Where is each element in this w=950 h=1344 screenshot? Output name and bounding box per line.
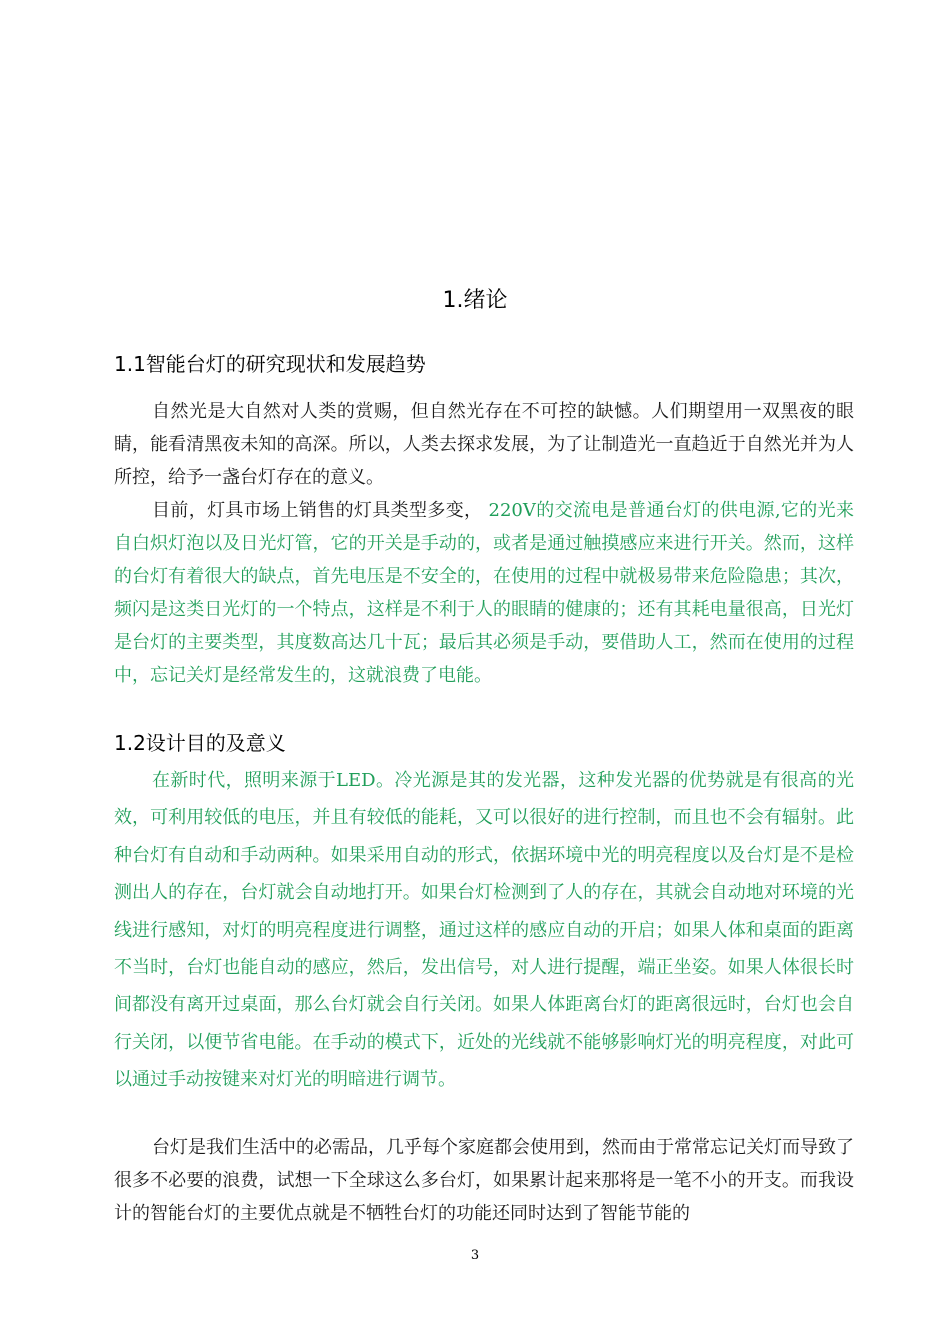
paragraph-text: 台灯是我们生活中的必需品，几乎每个家庭都会使用到，然而由于常常忘记关灯而导致了很多不必要的浪费，试想一下全球这么多台灯，如果累计起来那将是一笔不小的开支。而我设计的智能台灯的主要优点就是不牺牲台灯的功能还同时达到了智能节能的: [114, 1137, 854, 1224]
paragraph-text: 自然光是大自然对人类的赏赐，但自然光存在不可控的缺憾。人们期望用一双黑夜的眼睛，能看清黑夜未知的高深。所以，人类去探求发展，为了让制造光一直趋近于自然光并为人所控，给予一盏台灯存在的意义。: [114, 401, 854, 488]
section-heading-1-2: 1.2设计目的及意义: [114, 731, 286, 755]
paragraph-lamp-necessity: [114, 1131, 854, 1230]
paragraph-led-design: [114, 762, 854, 1099]
paragraph-current-lamps: [114, 494, 854, 692]
chapter-title: 1.绪论: [442, 288, 508, 313]
paragraph-text: 目前，灯具市场上销售的灯具类型多变，: [152, 500, 483, 521]
paragraph-text-highlighted: 220V的交流电是普通台灯的供电源,它的光来自白炽灯泡以及日光灯管，它的开关是手动的，或者是通过触摸感应来进行开关。然而，这样的台灯有着很大的缺点，首先电压是不安全的，在使用的过程中就极易带来危险隐患；其次，频闪是这类日光灯的一个特点，这样是不利于人的眼睛的健康的；还有其耗电量很高，日光灯是台灯的主要类型，其度数高达几十瓦；最后其必须是手动，要借助人工，然而在使用的过程中，忘记关灯是经常发生的，这就浪费了电能。: [114, 500, 854, 686]
paragraph-text-highlighted: 在新时代，照明来源于LED。冷光源是其的发光器，这种发光器的优势就是有很高的光效，可利用较低的电压，并且有较低的能耗，又可以很好的进行控制，而且也不会有辐射。此种台灯有自动和手动两种。如果采用自动的形式，依据环境中光的明亮程度以及台灯是不是检测出人的存在，台灯就会自动地打开。如果台灯检测到了人的存在，其就会自动地对环境的光线进行感知，对灯的明亮程度进行调整，通过这样的感应自动的开启；如果人体和桌面的距离不当时，台灯也能自动的感应，然后，发出信号，对人进行提醒，端正坐姿。如果人体很长时间都没有离开过桌面，那么台灯就会自行关闭。如果人体距离台灯的距离很远时，台灯也会自行关闭，以便节省电能。在手动的模式下，近处的光线就不能够影响灯光的明亮程度，对此可以通过手动按键来对灯光的明暗进行调节。: [114, 770, 854, 1091]
page-number: 3: [470, 1248, 480, 1263]
paragraph-natural-light: [114, 395, 854, 494]
section-heading-1-1: 1.1智能台灯的研究现状和发展趋势: [114, 352, 426, 376]
